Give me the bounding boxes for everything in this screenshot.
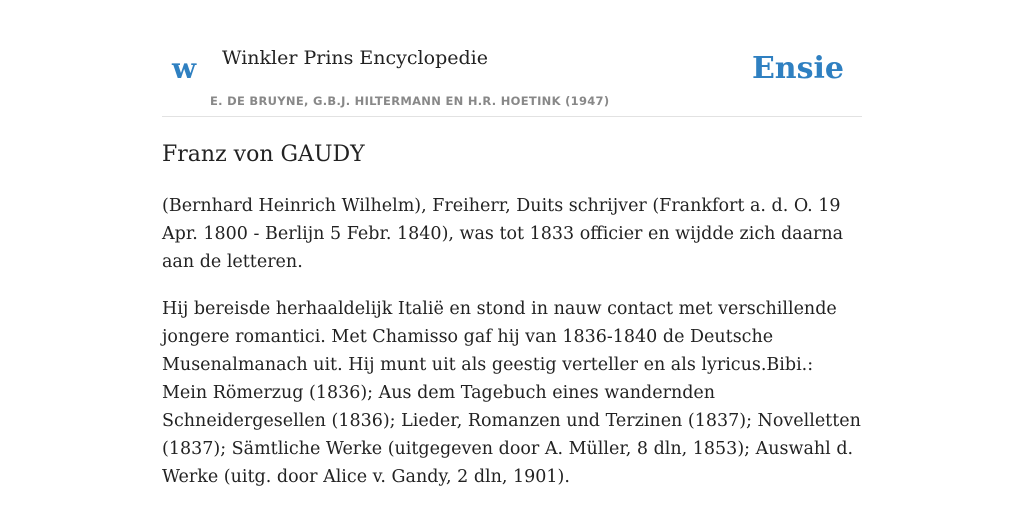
ensie-logo[interactable]: Ensie (751, 51, 844, 86)
encyclopedia-logo-icon[interactable]: w (172, 52, 197, 85)
header (162, 0, 862, 117)
page (162, 0, 862, 487)
book-title[interactable]: Winkler Prins Encyclopedie (222, 47, 488, 69)
article-paragraph: Hij bereisde herhaaldelijk Italië en stond in nauw contact met verschillende jongere romantici. Met Chamisso gaf hij van 1836-1840 de Deutsche Musenalmanach uit. Hij munt uit als geestig verteller en als lyricus.Bibi.: Mein Römerzug (1836); Aus dem Tagebuch eines wandernden Schneidergesellen (1836); Lieder, Romanzen und Terzinen (1837); Novelletten (1837); Sämtliche Werke (uitgegeven door A. Müller, 8 dln, 1853); Auswahl d. Werke (uitg. door Alice v. Gandy, 2 dln, 1901). (162, 299, 861, 487)
article-title: Franz von GAUDY (162, 142, 365, 167)
book-authors: E. DE BRUYNE, G.B.J. HILTERMANN EN H.R. HOETINK (1947) (210, 94, 610, 108)
article-paragraph: (Bernhard Heinrich Wilhelm), Freiherr, Duits schrijver (Frankfort a. d. O. 19 Apr. 1800 - Berlijn 5 Febr. 1840), was tot 1833 officier en wijdde zich daarna aan de letteren. (162, 196, 844, 272)
